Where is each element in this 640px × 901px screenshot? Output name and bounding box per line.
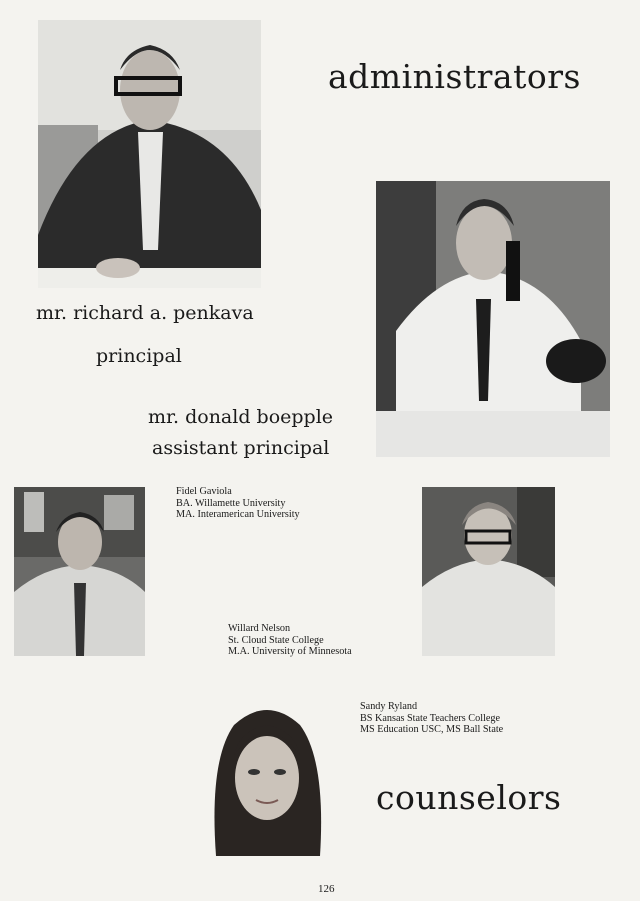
counselor-degree: St. Cloud State College	[228, 634, 324, 646]
admin-title-principal: principal	[96, 345, 182, 367]
admin-title-assistant-principal: assistant principal	[152, 437, 330, 459]
counselor-name: Willard Nelson	[228, 623, 291, 634]
admin-name-boepple: mr. donald boepple	[148, 406, 334, 428]
photo-boepple	[376, 181, 610, 457]
photo-nelson	[422, 487, 555, 656]
counselor-degree: MA. Interamerican University	[176, 509, 300, 520]
counselor-caption-gaviola	[176, 486, 300, 521]
counselor-degree: MS Education USC, MS Ball State	[360, 724, 504, 735]
counselor-name: Fidel Gaviola	[176, 486, 232, 497]
photo-penkava	[38, 20, 261, 288]
photo-gaviola	[14, 487, 145, 656]
counselor-degree: BA. Willamette University	[176, 497, 286, 509]
counselor-caption-nelson	[228, 623, 352, 658]
counselor-caption-ryland	[360, 701, 503, 736]
page-number: 126	[318, 883, 335, 895]
counselor-degree: M.A. University of Minnesota	[228, 646, 352, 657]
admin-name-penkava: mr. richard a. penkava	[36, 302, 254, 324]
counselor-name: Sandy Ryland	[360, 701, 418, 712]
photo-ryland	[204, 700, 330, 856]
heading-administrators: administrators	[328, 57, 581, 96]
heading-counselors: counselors	[376, 778, 562, 817]
counselor-degree: BS Kansas State Teachers College	[360, 712, 500, 724]
